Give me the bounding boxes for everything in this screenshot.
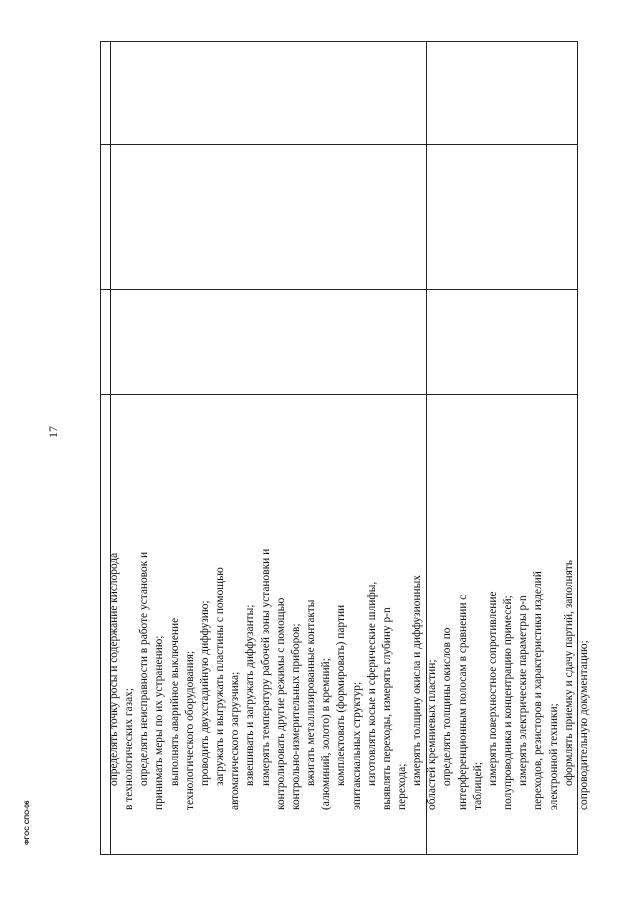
text-line: измерять поверхностное сопротивление	[486, 591, 499, 786]
text-line: принимать меры по их устранению;	[153, 635, 166, 810]
table-cell-text	[107, 492, 590, 810]
text-line: изготовлять косые и сферические шлифы,	[365, 581, 378, 786]
text-line: сопроводительную документацию;	[577, 640, 590, 810]
page-number: 17	[46, 426, 60, 438]
text-line: определять толщины окислов по	[441, 627, 454, 786]
text-line: определять неисправности в работе установок и	[138, 551, 151, 786]
text-line: в технологических газах;	[123, 687, 136, 810]
text-line: (алюминий, золото) в кремний;	[320, 658, 333, 810]
text-line: контролировать другие режимы с помощью	[274, 597, 287, 810]
text-line: измерять температуру рабочей зоны установки и	[259, 548, 272, 786]
text-line: переходов, резисторов и характеристики изделий	[532, 571, 545, 810]
text-line: вжигать металлизированные контакты	[305, 599, 318, 786]
text-line: интерференционным полосам в сравнении с	[456, 594, 469, 810]
text-line: полупроводника и концентрацию примесей;	[502, 595, 515, 810]
text-line: автоматического загрузчика;	[229, 671, 242, 810]
text-line: технологического оборудования;	[183, 650, 196, 810]
text-line: определять точку росы и содержание кислорода	[108, 552, 120, 786]
text-line: областей кремниевых пластин;	[426, 659, 439, 810]
text-line: измерять электрические параметры р-n	[517, 595, 530, 786]
text-line: выполнять аварийное выключение	[168, 617, 181, 786]
text-line: таблицей;	[471, 762, 484, 810]
text-line: электронной техники;	[547, 703, 560, 810]
footer-standard-code: ФГОС СПО-06	[24, 800, 31, 845]
text-line: перехода;	[395, 763, 408, 810]
table-column-divider	[101, 289, 577, 290]
text-line: эпитаксиальных структур;	[350, 681, 363, 810]
text-line: взвешивать и загружать диффузанты;	[244, 604, 257, 786]
text-line: проводить двухстадийную диффузию;	[198, 600, 211, 786]
text-line: выявлять переходы, измерять глубину р-n	[380, 607, 393, 810]
text-line: комплектовать (формировать) партии	[335, 604, 348, 786]
text-line: оформлять приемку и сдачу партий, заполнять	[562, 560, 575, 786]
text-line: загружать и выгружать пластины с помощью	[214, 567, 227, 786]
table-column-divider	[101, 144, 577, 145]
text-line: контрольно-измерительных приборов;	[289, 623, 302, 810]
text-line: измерять толщину окисла и диффузионных	[411, 575, 424, 786]
table-column-divider	[101, 394, 577, 395]
